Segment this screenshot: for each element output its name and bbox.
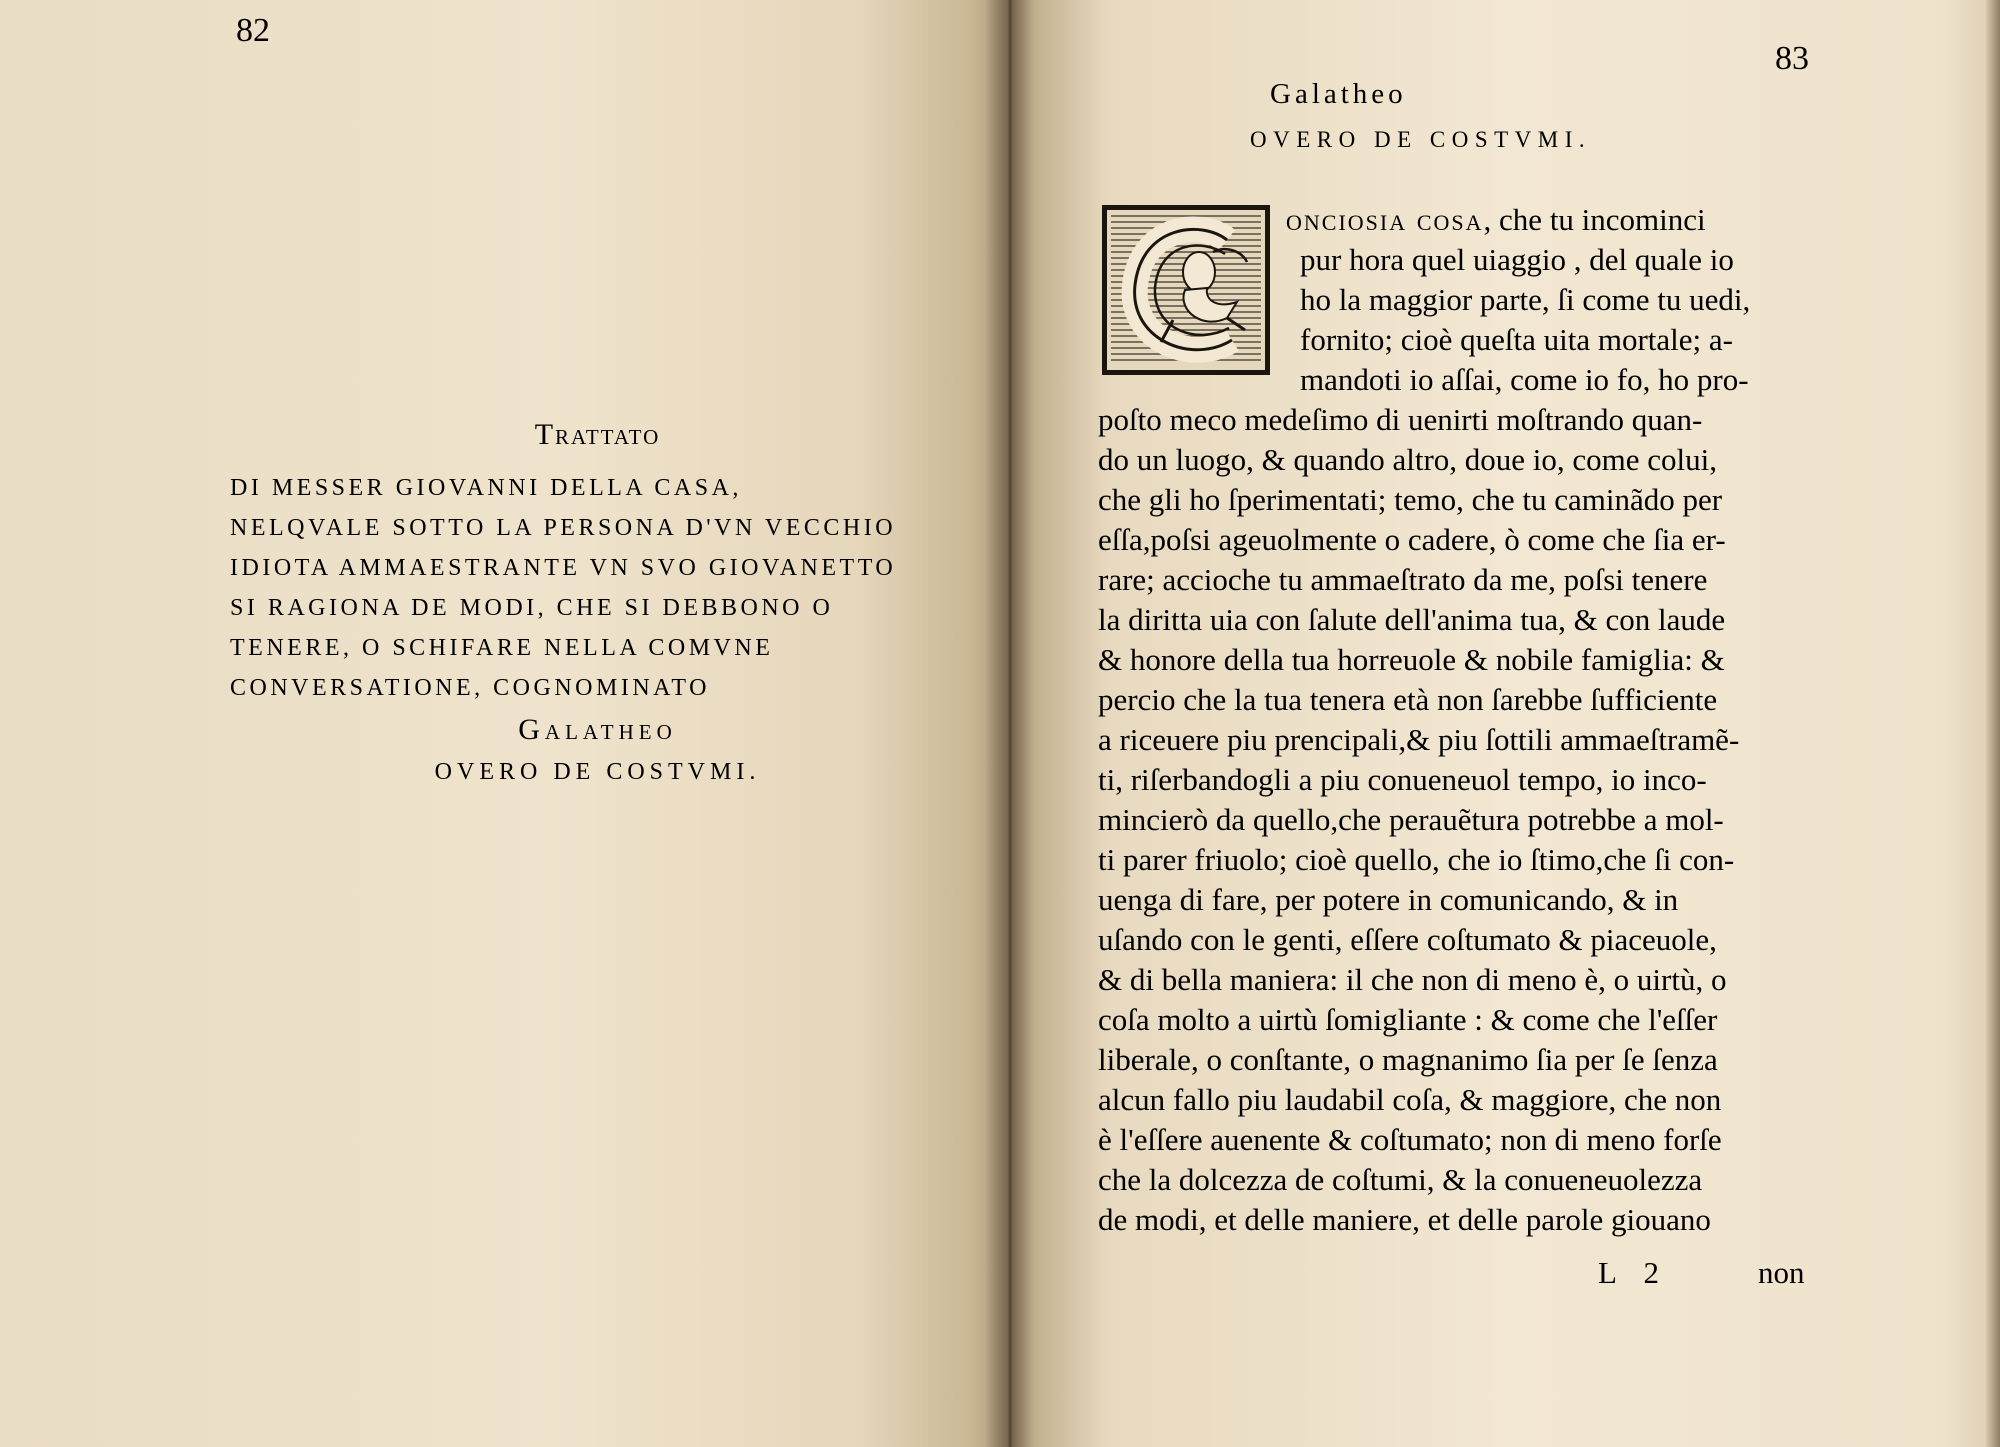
title-line: IDIOTA AMMAESTRANTE VN SVO GIOVANETTO (230, 555, 897, 581)
text-line: do un luogo, & quando altro, doue io, come colui, (1098, 442, 1718, 477)
text-line: coſa molto a uirtù ſomigliante : & come che l'eſſer (1098, 1002, 1718, 1037)
text-line: ho la maggior parte, ſi come tu uedi, (1300, 282, 1751, 317)
title-line: CONVERSATIONE, COGNOMINATO (230, 675, 710, 701)
text-line: pur hora quel uiaggio , del quale io (1300, 242, 1734, 277)
title-overo: OVERO DE COSTVMI. (434, 759, 761, 785)
text-line: fornito; cioè queſta uita mortale; a- (1300, 322, 1733, 357)
text-line: percio che la tua tenera età non ſarebbe ſufficiente (1098, 682, 1718, 717)
title-trattato: Trattato (534, 418, 661, 451)
text-line: onciosia cosa, che tu incominci (1286, 202, 1706, 237)
title-block (230, 418, 965, 792)
title-line: SI RAGIONA DE MODI, CHE SI DEBBONO O (230, 595, 834, 621)
text-line: ti parer friuolo; cioè quello, che io ſtimo,che ſi con- (1098, 842, 1735, 877)
title-line: NELQVALE SOTTO LA PERSONA D'VN VECCHIO (230, 515, 897, 541)
text-line: uenga di fare, per potere in comunicando, & in (1098, 882, 1679, 917)
running-subheading: OVERO DE COSTVMI. (1250, 127, 1592, 152)
text-line: la diritta uia con ſalute dell'anima tua, & con laude (1098, 602, 1726, 637)
text-line: che gli ho ſperimentati; temo, che tu caminãdo per (1098, 482, 1723, 517)
text-line: & honore della tua horreuole & nobile famiglia: & (1098, 642, 1725, 677)
title-body (230, 468, 965, 708)
left-page-number: 82 (236, 12, 270, 49)
running-heading: Galatheo (1270, 78, 1407, 110)
text-line: mandoti io aſſai, come io fo, ho pro- (1300, 362, 1749, 397)
right-page-number: 83 (1775, 40, 1809, 77)
text-line: ti, riſerbandogli a piu conueneuol tempo, io inco- (1098, 762, 1707, 797)
text-line: uſando con le genti, eſſere coſtumato & piaceuole, (1098, 922, 1717, 957)
text-line: alcun fallo piu laudabil coſa, & maggiore, che non (1098, 1082, 1722, 1117)
show-through-text (220, 55, 790, 178)
text-line: rare; accioche tu ammaeſtrato da me, poſsi tenere (1098, 562, 1708, 597)
text-line: de modi, et delle maniere, et delle parole giouano (1098, 1202, 1711, 1237)
text-line: liberale, o conſtante, o magnanimo ſia per ſe ſenza (1098, 1042, 1718, 1077)
text-line: & di bella maniera: il che non di meno è, o uirtù, o (1098, 962, 1727, 997)
text-line: è l'eſſere auenente & coſtumato; non di meno forſe (1098, 1122, 1722, 1157)
title-line: DI MESSER GIOVANNI DELLA CASA, (230, 475, 742, 501)
page-edge (1986, 0, 2000, 1447)
text-line: mincierò da quello,che perauẽtura potrebbe a mol- (1098, 802, 1724, 837)
catchword: non (1758, 1255, 1805, 1290)
text-line: poſto meco medeſimo di uenirti moſtrando quan- (1098, 402, 1703, 437)
main-text (1098, 200, 1750, 1240)
text-line: eſſa,poſsi ageuolmente o cadere, ò come che ſia er- (1098, 522, 1726, 557)
title-galatheo: Galatheo (518, 713, 677, 746)
title-line: TENERE, O SCHIFARE NELLA COMVNE (230, 635, 774, 661)
text-line: a riceuere piu prencipali,& piu ſottili ammaeſtramẽ- (1098, 722, 1740, 757)
text-line: che la dolcezza de coſtumi, & la conueneuolezza (1098, 1162, 1703, 1197)
signature-mark: L 2 (1598, 1255, 1670, 1290)
